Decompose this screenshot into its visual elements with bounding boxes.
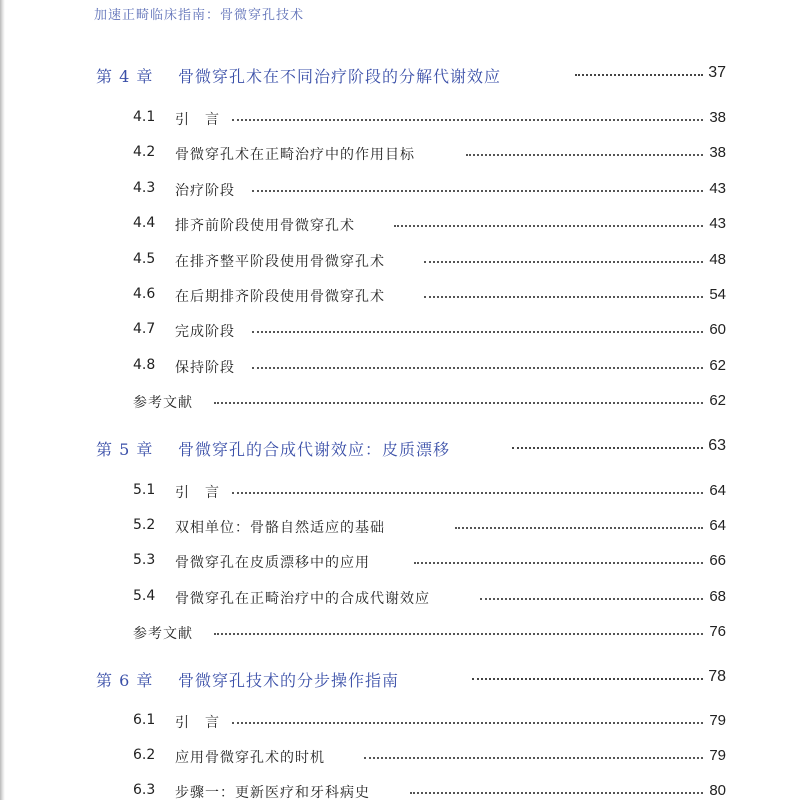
section-title: 保持阶段	[175, 360, 235, 376]
page-number: 68	[709, 588, 726, 605]
dot-leader	[414, 562, 703, 564]
page-number: 79	[709, 747, 726, 764]
section-number: 5.2	[133, 517, 156, 533]
section-number: 4.7	[133, 321, 156, 337]
page-number: 80	[709, 782, 726, 799]
toc-section-5-2[interactable]	[0, 517, 789, 541]
toc-chapter-6[interactable]	[0, 668, 789, 692]
page-number: 38	[709, 144, 726, 161]
section-number: 4.2	[133, 144, 156, 160]
references-title: 参考文献	[133, 626, 193, 642]
section-number: 4.5	[133, 251, 156, 267]
dot-leader	[214, 633, 703, 635]
toc-section-6-3[interactable]	[0, 782, 789, 806]
section-title: 步骤一：更新医疗和牙科病史	[175, 785, 370, 801]
toc-section-4-6[interactable]	[0, 286, 789, 310]
page-number: 66	[709, 552, 726, 569]
dot-leader	[364, 757, 703, 759]
toc-section-4-4[interactable]	[0, 215, 789, 239]
toc-section-4-8[interactable]	[0, 357, 789, 381]
running-header: 加速正畸临床指南：骨微穿孔技术	[94, 8, 305, 23]
section-number: 6.1	[133, 712, 156, 728]
section-title: 骨微穿孔在正畸治疗中的合成代谢效应	[175, 591, 430, 607]
toc-section-4-1[interactable]	[0, 109, 789, 133]
chapter-title: 骨微穿孔技术的分步操作指南	[178, 668, 407, 691]
section-title: 引 言	[175, 112, 220, 128]
toc-section-4-2[interactable]	[0, 144, 789, 168]
page-number: 54	[709, 286, 726, 303]
toc-section-4-3[interactable]	[0, 180, 789, 204]
toc-chapter-5[interactable]	[0, 437, 789, 461]
section-title: 在后期排齐阶段使用骨微穿孔术	[175, 289, 385, 305]
section-title: 双相单位：骨骼自然适应的基础	[175, 520, 385, 536]
page-number: 63	[708, 437, 726, 454]
page-number: 43	[709, 215, 726, 232]
section-title: 骨微穿孔在皮质漂移中的应用	[175, 555, 370, 571]
toc-section-5-4[interactable]	[0, 588, 789, 612]
toc-section-4-7[interactable]	[0, 321, 789, 345]
chapter-title: 骨微穿孔的合成代谢效应：皮质漂移	[178, 437, 458, 460]
dot-leader	[232, 492, 703, 494]
section-title: 引 言	[175, 715, 220, 731]
chapter-title: 骨微穿孔术在不同治疗阶段的分解代谢效应	[178, 64, 509, 87]
page-number: 48	[709, 251, 726, 268]
page-number: 79	[709, 712, 726, 729]
section-number: 5.3	[133, 552, 156, 568]
section-title: 在排齐整平阶段使用骨微穿孔术	[175, 254, 385, 270]
section-number: 5.1	[133, 482, 156, 498]
page-number: 37	[708, 64, 726, 81]
section-number: 6.3	[133, 782, 156, 798]
toc-section-4-5[interactable]	[0, 251, 789, 275]
dot-leader	[424, 261, 703, 263]
toc-section-5-3[interactable]	[0, 552, 789, 576]
dot-leader	[512, 447, 703, 449]
page-number: 78	[708, 668, 726, 685]
section-number: 4.4	[133, 215, 156, 231]
section-number: 5.4	[133, 588, 156, 604]
chapter-number: 第 5 章	[96, 440, 154, 459]
section-number: 4.1	[133, 109, 156, 125]
page-number: 60	[709, 321, 726, 338]
page-number: 64	[709, 482, 726, 499]
chapter-number: 第 6 章	[96, 671, 154, 690]
dot-leader	[252, 367, 703, 369]
page-number: 43	[709, 180, 726, 197]
dot-leader	[575, 74, 703, 76]
toc-chapter-4[interactable]	[0, 64, 789, 88]
page-number: 64	[709, 517, 726, 534]
section-title: 骨微穿孔术在正畸治疗中的作用目标	[175, 147, 415, 163]
section-number: 6.2	[133, 747, 156, 763]
dot-leader	[252, 331, 703, 333]
dot-leader	[232, 722, 703, 724]
dot-leader	[455, 527, 703, 529]
dot-leader	[252, 190, 703, 192]
toc-references-5[interactable]	[0, 623, 789, 647]
section-title: 应用骨微穿孔术的时机	[175, 750, 325, 766]
dot-leader	[424, 296, 703, 298]
section-title: 引 言	[175, 485, 220, 501]
toc-section-6-1[interactable]	[0, 712, 789, 736]
dot-leader	[472, 678, 703, 680]
dot-leader	[480, 598, 703, 600]
page-number: 76	[709, 623, 726, 640]
dot-leader	[394, 225, 703, 227]
dot-leader	[214, 402, 703, 404]
dot-leader	[232, 119, 703, 121]
dot-leader	[466, 154, 703, 156]
toc-section-6-2[interactable]	[0, 747, 789, 771]
section-number: 4.3	[133, 180, 156, 196]
toc-section-5-1[interactable]	[0, 482, 789, 506]
section-title: 完成阶段	[175, 324, 235, 340]
page-number: 62	[709, 357, 726, 374]
section-number: 4.6	[133, 286, 156, 302]
references-title: 参考文献	[133, 395, 193, 411]
section-number: 4.8	[133, 357, 156, 373]
section-title: 治疗阶段	[175, 183, 235, 199]
page-number: 38	[709, 109, 726, 126]
chapter-number: 第 4 章	[96, 67, 154, 86]
toc-references-4[interactable]	[0, 392, 789, 416]
section-title: 排齐前阶段使用骨微穿孔术	[175, 218, 355, 234]
dot-leader	[410, 792, 703, 794]
page-number: 62	[709, 392, 726, 409]
